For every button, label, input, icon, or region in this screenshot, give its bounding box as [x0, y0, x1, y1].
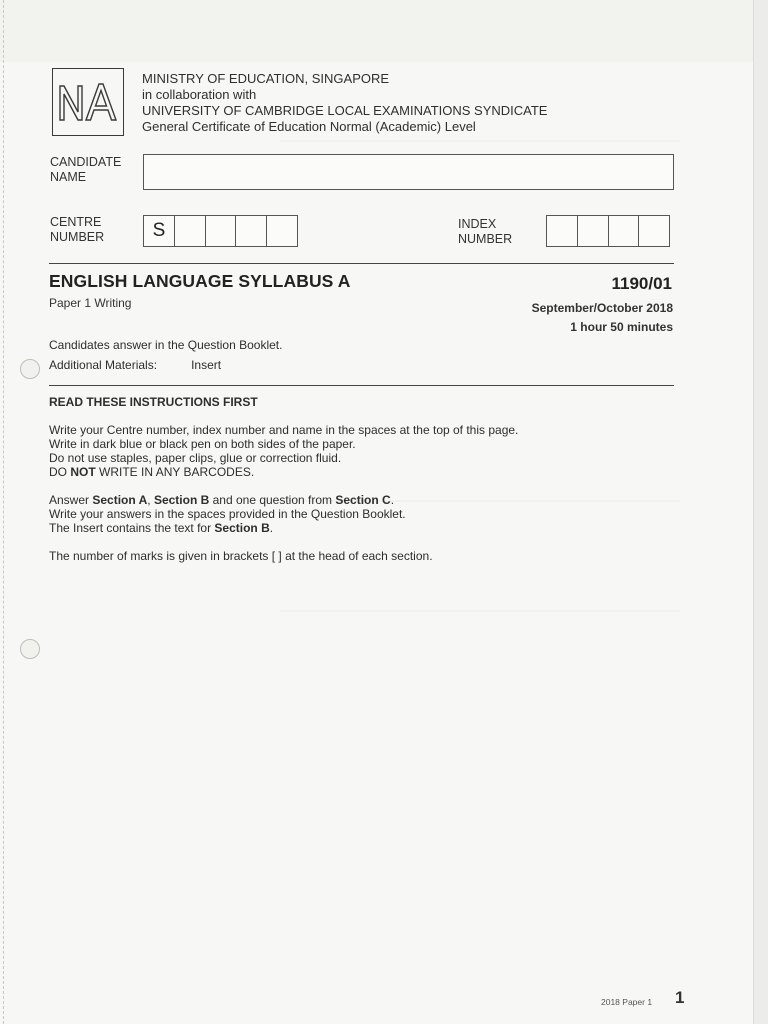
marks-note: The number of marks is given in brackets [ ] at the head of each section. [49, 549, 433, 563]
show-through [280, 140, 680, 142]
additional-materials: Additional Materials: Insert [49, 358, 222, 372]
show-through [280, 610, 680, 612]
page-top-edge [0, 0, 768, 62]
candidate-name-field[interactable] [143, 154, 674, 190]
page-right-edge [753, 0, 768, 1024]
centre-digit-box[interactable] [266, 215, 298, 247]
instruction-line: Write your Centre number, index number and name in the spaces at the top of this page. [49, 423, 519, 437]
instruction-line: DO NOT WRITE IN ANY BARCODES. [49, 465, 255, 479]
footer-paper-ref: 2018 Paper 1 [601, 997, 653, 1007]
cambridge-line: UNIVERSITY OF CAMBRIDGE LOCAL EXAMINATIONS SYNDICATE [142, 103, 548, 118]
index-digit-box[interactable] [577, 215, 609, 247]
na-logo [52, 68, 124, 136]
issuer-header [142, 71, 547, 135]
instructions-divider [49, 385, 674, 386]
centre-number-label: CENTRE NUMBER [50, 215, 105, 244]
punch-hole [20, 359, 40, 379]
index-digit-box[interactable] [638, 215, 670, 247]
collaboration-line: in collaboration with [142, 87, 257, 102]
instruction-line: Do not use staples, paper clips, glue or correction fluid. [49, 451, 342, 465]
page-left-perforation [3, 0, 5, 1024]
ministry-line: MINISTRY OF EDUCATION, SINGAPORE [142, 71, 390, 86]
index-number-field[interactable] [546, 215, 669, 247]
candidate-name-label: CANDIDATE NAME [50, 155, 122, 184]
instruction-line: Answer Section A, Section B and one question from Section C. [49, 493, 395, 507]
level-line: General Certificate of Education Normal (Academic) Level [142, 119, 476, 134]
exam-duration: 1 hour 50 minutes [570, 320, 673, 334]
index-number-label: INDEX NUMBER [458, 217, 513, 246]
exam-session: September/October 2018 [531, 301, 673, 315]
exam-title: ENGLISH LANGUAGE SYLLABUS A [49, 271, 351, 291]
na-logo-mark [56, 80, 120, 124]
centre-number-field[interactable] [143, 215, 297, 247]
instruction-line: Write in dark blue or black pen on both sides of the paper. [49, 437, 356, 451]
answer-location: Candidates answer in the Question Booklet. [49, 338, 283, 352]
index-digit-box[interactable] [546, 215, 578, 247]
centre-digit-box[interactable] [174, 215, 206, 247]
index-digit-box[interactable] [608, 215, 640, 247]
punch-hole [20, 639, 40, 659]
exam-code: 1190/01 [611, 274, 672, 293]
instruction-line: The Insert contains the text for Section B. [49, 521, 274, 535]
centre-digit-box[interactable] [235, 215, 267, 247]
top-divider [49, 263, 674, 264]
instruction-line: Write your answers in the spaces provided in the Question Booklet. [49, 507, 406, 521]
centre-digit-box[interactable] [205, 215, 237, 247]
paper-name: Paper 1 Writing [49, 296, 132, 310]
page-number: 1 [675, 988, 685, 1007]
centre-number-prefix: S [143, 215, 175, 247]
instructions-heading: READ THESE INSTRUCTIONS FIRST [49, 395, 258, 409]
